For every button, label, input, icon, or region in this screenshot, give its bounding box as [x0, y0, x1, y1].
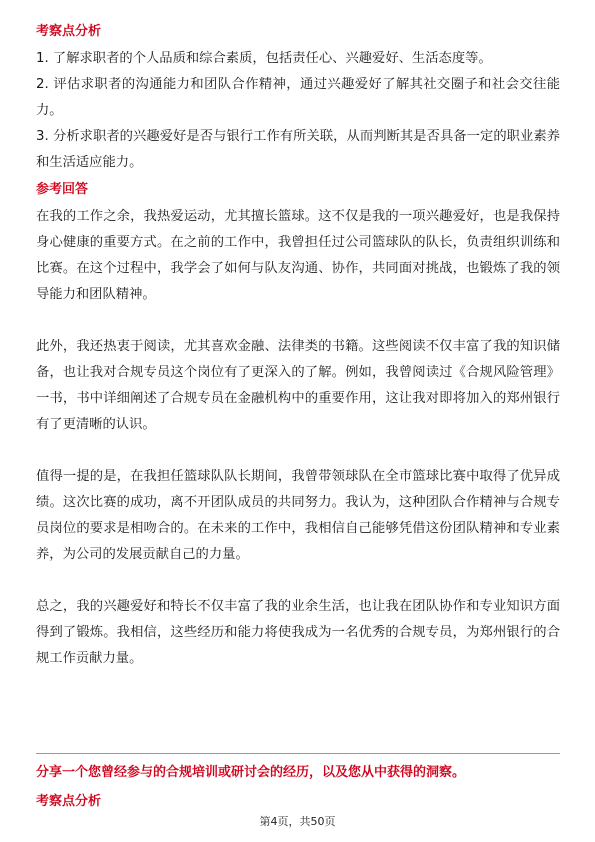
section-divider: [36, 753, 560, 754]
analysis-item-1: 1. 了解求职者的个人品质和综合素质，包括责任心、兴趣爱好、生活态度等。: [36, 51, 492, 66]
page-number: 第4页，共50页: [259, 815, 336, 828]
page-content: [36, 22, 560, 672]
answer-paragraph-2: 此外，我还热衷于阅读，尤其喜欢金融、法律类的书籍。这些阅读不仅丰富了我的知识储备，也让我对合规专员这个岗位有了更深入的了解。例如，我曾阅读过《合规风险管理》一书，书中详细阐述了合规专员在金融机构中的重要作用，这让我对即将加入的郑州银行有了更清晰的认识。: [36, 339, 560, 432]
analysis-item-3: 3. 分析求职者的兴趣爱好是否与银行工作有所关联，从而判断其是否具备一定的职业素养和生活适应能力。: [36, 129, 560, 170]
next-section-heading: 考察点分析: [36, 794, 102, 809]
answer-paragraph-1: 在我的工作之余，我热爱运动，尤其擅长篮球。这不仅是我的一项兴趣爱好，也是我保持身心健康的重要方式。在之前的工作中，我曾担任过公司篮球队的队长，负责组织训练和比赛。在这个过程中，我学会了如何与队友沟通、协作，共同面对挑战，也锻炼了我的领导能力和团队精神。: [36, 209, 560, 302]
analysis-item-2: 2. 评估求职者的沟通能力和团队合作精神，通过兴趣爱好了解其社交圈子和社会交往能力。: [36, 77, 560, 118]
section-heading-analysis: 考察点分析: [36, 24, 102, 39]
next-question: 分享一个您曾经参与的合规培训或研讨会的经历，以及您从中获得的洞察。: [36, 765, 466, 780]
answer-paragraph-3: 值得一提的是，在我担任篮球队队长期间，我曾带领球队在全市篮球比赛中取得了优异成绩。这次比赛的成功，离不开团队成员的共同努力。我认为，这种团队合作精神与合规专员岗位的要求是相吻合的。在未来的工作中，我相信自己能够凭借这份团队精神和专业素养，为公司的发展贡献自己的力量。: [36, 469, 560, 562]
answer-paragraph-4: 总之，我的兴趣爱好和特长不仅丰富了我的业余生活，也让我在团队协作和专业知识方面得到了锻炼。我相信，这些经历和能力将使我成为一名优秀的合规专员，为郑州银行的合规工作贡献力量。: [36, 599, 560, 666]
section-heading-answer: 参考回答: [36, 182, 89, 197]
